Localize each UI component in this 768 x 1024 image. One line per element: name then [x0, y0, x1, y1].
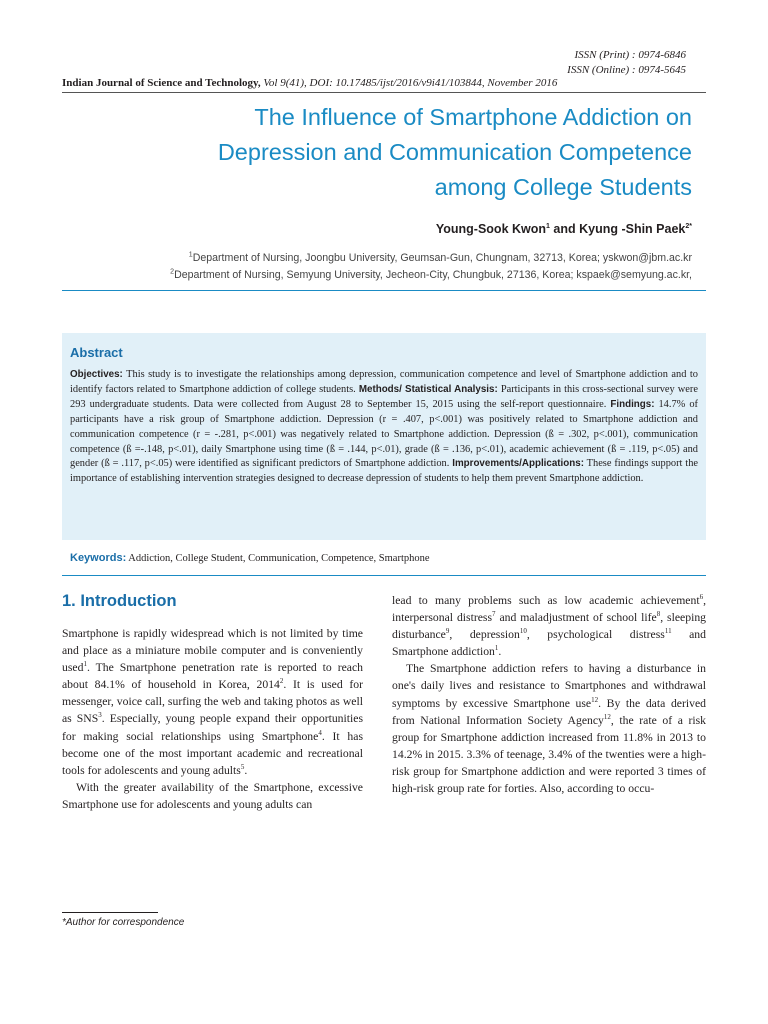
text-run: , the rate of a risk group for Smartphone addiction increased from 11.8% in 2013 to 14.2% in 2015. 3.3% of teenage, 3.4% of the twenties were a high- risk group for Smartphone addiction and were reported 3 times of high-risk group rate for forties. Also, according to occu- — [392, 713, 707, 796]
affiliation-divider — [62, 290, 706, 291]
body-column-right — [392, 592, 706, 797]
citation-ref: 10 — [519, 627, 527, 636]
citation-ref: 2 — [279, 677, 284, 686]
abstract-box — [62, 333, 706, 540]
author-name: Kyung -Shin Paek — [579, 222, 686, 236]
text-run: . It has become one of the most important academic and recreational tools for adolescents and young adults — [62, 729, 364, 777]
keywords-divider — [62, 575, 706, 576]
improvements-text: These findings support the importance of establishing intervention strategies designed to decrease depression of students to help them prevent Smartphone addiction. — [70, 458, 699, 485]
issn-online: ISSN (Online) : 0974-5645 — [567, 64, 686, 76]
body-column-left — [62, 625, 363, 813]
text-run: The Smartphone addiction refers to having a disturbance in one's daily lives and resistance to Smartphones and withdrawal symptoms by excessive Smartphone use — [392, 662, 706, 710]
paragraph — [392, 592, 706, 660]
citation-ref: 12 — [603, 712, 611, 721]
title-line: among College Students — [434, 174, 692, 200]
methods-label: Methods/ Statistical Analysis: — [358, 383, 498, 395]
citation-ref: 5 — [240, 762, 245, 771]
affiliation-line — [52, 267, 692, 284]
improvements-label: Improvements/Applications: — [452, 458, 584, 470]
keywords-label: Keywords: — [70, 552, 127, 564]
abstract-heading: Abstract — [70, 345, 123, 360]
affiliation-sup: 1 — [188, 251, 193, 259]
keywords-text: Addiction, College Student, Communication, Competence, Smartphone — [126, 553, 430, 564]
title-line: The Influence of Smartphone Addiction on — [254, 104, 692, 130]
text-run: , depression — [449, 628, 520, 642]
author-name: Young-Sook Kwon — [435, 222, 547, 236]
paragraph: With the greater availability of the Smartphone, excessive Smartphone use for adolescents and young adults can — [62, 780, 363, 811]
text-run: , interpersonal distress — [392, 594, 706, 625]
affiliation-line — [52, 250, 692, 267]
findings-text: 14.7% of participants have a risk group of Smartphone addiction. Depression (r = .407, p<.001) was positively related to Smartphone addiction and communication competence (r = -.281, p<.001) was negatively related to Smartphone addiction. Depression (ß = .302, p<.001), communication competence (ß =-.148, p<.01), daily Smartphone using time (ß = .144, p<.01), grade (ß = .136, p<.01), academic achievement (ß = .119, p<.05) and gender (ß = .117, p<.05) were identified as significant predictors of Smartphone addiction. — [70, 398, 698, 470]
keywords — [70, 552, 430, 564]
footnote-divider — [62, 912, 158, 913]
issn-print: ISSN (Print) : 0974-6846 — [574, 49, 686, 61]
author-joiner: and — [549, 222, 580, 236]
issn-block — [567, 48, 686, 78]
citation-ref: 1 — [83, 660, 87, 669]
text-run: . — [498, 645, 502, 659]
paragraph — [62, 625, 363, 779]
citation-ref: 8 — [656, 610, 661, 619]
author-list — [436, 222, 692, 236]
journal-name: Indian Journal of Science and Technology, — [62, 77, 261, 89]
text-run: Smartphone is rapidly widespread which is not limited by time and place as a miniature mobile computer and is conveniently used — [62, 627, 363, 675]
citation-ref: 1 — [494, 644, 499, 653]
findings-label: Findings: — [610, 398, 655, 410]
affiliation-text: Department of Nursing, Joongbu University, Geumsan-Gun, Chungnam, 32713, Korea; yskwon@jbm.ac.kr — [192, 252, 692, 264]
methods-text: Participants in this cross-sectional survey were 293 undergraduate students. Data were collected from August 28 to September 15, 2015 using the self-report questionnaire. — [70, 383, 698, 410]
abstract-text — [70, 368, 698, 487]
header-divider — [62, 92, 706, 93]
citation-ref: 3 — [98, 711, 102, 720]
text-run: lead to many problems such as low academic achievement — [392, 594, 700, 607]
citation-ref: 4 — [318, 728, 322, 737]
text-run: , psychological distress — [526, 628, 665, 642]
text-run: and maladjustment of school life — [495, 611, 657, 625]
paragraph — [392, 660, 706, 797]
objectives-label: Objectives: — [70, 369, 123, 380]
author-sup: 2* — [685, 222, 692, 230]
text-run: and Smartphone addiction — [392, 628, 706, 659]
affiliation-sup: 2 — [170, 268, 175, 276]
citation-ref: 7 — [492, 610, 496, 619]
section-heading-introduction: 1. Introduction — [62, 592, 177, 610]
citation-ref: 12 — [591, 695, 599, 704]
title-line: Depression and Communication Competence — [217, 139, 692, 165]
text-run: . Especially, young people expand their opportunities for making social relationships using Smartphone — [62, 712, 363, 743]
text-run: . By the data derived from National Information Society Agency — [392, 696, 706, 727]
citation-ref: 11 — [664, 627, 672, 636]
paper-title — [92, 100, 692, 205]
footnote: *Author for correspondence — [62, 917, 185, 928]
journal-meta: Vol 9(41), DOI: 10.17485/ijst/2016/v9i41/103844, November 2016 — [263, 77, 558, 89]
objectives-text: This study is to investigate the relationships among depression, communication competence and level of Smartphone addiction and to identify factors related to Smartphone addiction of college students. — [70, 369, 698, 395]
text-run: . It is used for messenger, voice call, surfing the web and taking photos as well as SNS — [62, 678, 363, 726]
text-run: . The Smartphone penetration rate is reported to reach about 84.1% of household in Korea, 2014 — [62, 661, 363, 692]
affiliations — [52, 250, 692, 284]
citation-ref: 6 — [699, 593, 704, 602]
text-run: . — [244, 763, 248, 777]
journal-citation — [62, 76, 706, 91]
citation-ref: 9 — [445, 627, 450, 636]
text-run: , sleeping disturbance — [392, 611, 707, 642]
affiliation-text: Department of Nursing, Semyung University, Jecheon-City, Chungbuk, 27136, Korea; kspaek@semyung.ac.kr, — [174, 269, 692, 281]
author-sup: 1 — [546, 222, 550, 230]
